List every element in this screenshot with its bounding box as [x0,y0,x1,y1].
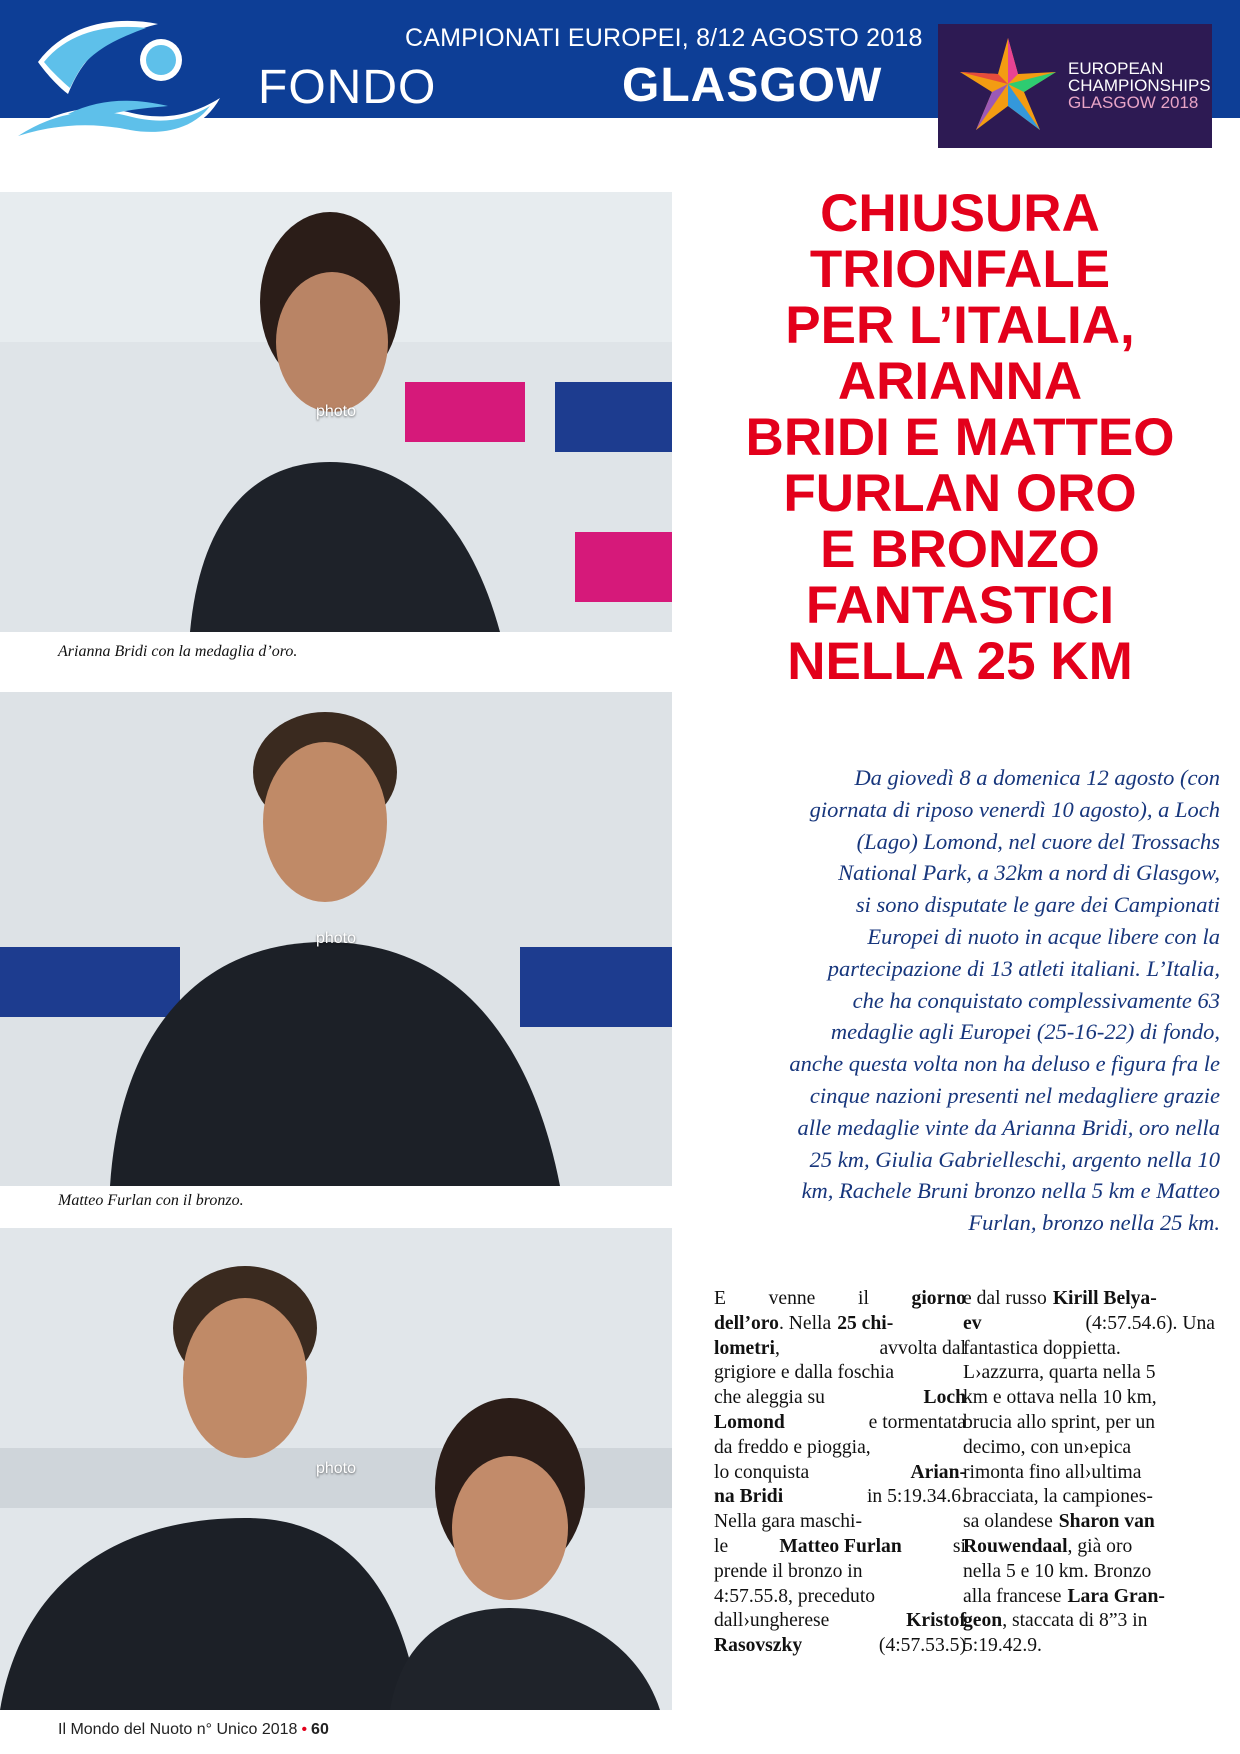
body-bold: na Bridi [714,1486,784,1508]
body-line [714,1560,966,1585]
body-bold: Loch [923,1387,966,1409]
body-word: decimo, con un›epica [963,1436,1132,1458]
body-word: venne [768,1288,816,1309]
section-title: FONDO [258,61,437,114]
body-word: sa olandese [963,1511,1053,1533]
body-bold: Arian- [910,1461,966,1483]
body-line [963,1485,1215,1510]
intro-line: alle medaglie vinte da Arianna Bridi, oro nella [797,1114,1220,1140]
body-line [714,1461,966,1486]
body-word: 5:19.42.9. [963,1635,1042,1657]
intro-line: 25 km, Giulia Gabrielleschi, argento nella 10 [809,1146,1220,1172]
body-word: , già oro [1067,1535,1133,1557]
photo2-caption: Matteo Furlan con il bronzo. [58,1192,244,1209]
body-line [963,1337,1215,1362]
body-word: avvolta dal [879,1337,966,1359]
body-word: le [714,1535,729,1557]
body-word: L›azzurra, quarta nella 5 [963,1362,1156,1384]
body-line [714,1634,966,1659]
body-bold: Lomond [714,1411,785,1433]
photo-bridi-furlan [0,1228,672,1710]
intro-line: si sono disputate le gare dei Campionati [855,892,1220,918]
body-word: lo conquista [714,1461,810,1483]
body-line [714,1609,966,1634]
body-line [963,1361,1215,1386]
headline-line: ARIANNA [837,352,1083,411]
intro-line: che ha conquistato complessivamente 63 [852,987,1220,1013]
body-line [963,1312,1215,1337]
ec-line3: GLASGOW 2018 [1068,93,1199,112]
body-word: Nella gara maschi- [714,1511,862,1533]
body-line [963,1287,1215,1312]
body-word: E [714,1288,726,1309]
intro-line: Furlan, bronzo nella 25 km. [968,1210,1220,1236]
body-line [714,1585,966,1610]
body-line [963,1461,1215,1486]
body-column-2 [963,1287,1215,1659]
ec-star-icon [948,32,1068,142]
event-line: CAMPIONATI EUROPEI, 8/12 AGOSTO 2018 [405,24,923,52]
body-bold: ev [963,1312,982,1334]
photo1-caption: Arianna Bridi con la medaglia d’oro. [58,643,298,660]
european-championships-logo [938,24,1212,148]
headline-line: NELLA 25 KM [787,632,1133,691]
body-word: 4:57.55.8, preceduto [714,1585,876,1607]
city-title: GLASGOW [622,59,883,112]
body-word: . Nella [778,1312,832,1334]
body-line [963,1386,1215,1411]
body-bold: Matteo Furlan [779,1535,902,1557]
body-word: grigiore e dalla foschia [714,1362,895,1384]
body-word: (4:57.54.6). Una [1085,1312,1215,1334]
body-line [714,1436,966,1461]
body-word: da freddo e pioggia, [714,1436,871,1458]
body-bold: Lara Gran- [1067,1585,1165,1607]
body-line [714,1411,966,1436]
body-bold: giorno [911,1288,966,1309]
intro-line: medaglie agli Europei (25-16-22) di fondo, [830,1019,1220,1045]
headline-line: TRIONFALE [809,240,1111,299]
body-column-1 [714,1287,966,1659]
body-word: , [774,1337,780,1359]
body-bold: geon [963,1610,1003,1632]
body-line [963,1510,1215,1535]
body-word: e dal russo [963,1288,1047,1309]
intro-line: anche questa volta non ha deluso e figura fra le [789,1051,1220,1077]
publication-name: Il Mondo del Nuoto n° Unico 2018 [58,1721,298,1738]
body-line [714,1485,966,1510]
body-bold: Sharon van [1058,1511,1155,1533]
body-word: in 5:19.34.6. [866,1486,966,1508]
body-line [714,1535,966,1560]
body-word: brucia allo sprint, per un [963,1411,1156,1433]
body-word: rimonta fino all›ultima [963,1461,1142,1483]
photo1-placeholder: photo [315,403,357,420]
footer-separator: • [301,1721,308,1738]
body-word: (4:57.53.5) [878,1635,966,1657]
body-line [963,1609,1215,1634]
body-word: il [858,1288,869,1309]
intro-line: partecipazione di 13 atleti italiani. L’Italia, [827,955,1220,981]
intro-line: National Park, a 32km a nord di Glasgow, [838,860,1220,886]
body-line [714,1510,966,1535]
body-bold: Kirill Belya- [1052,1288,1157,1309]
ec-line2: CHAMPIONSHIPS [1068,76,1211,95]
headline-line: FURLAN ORO [783,464,1137,523]
ec-line1: EUROPEAN [1068,59,1164,78]
body-word: nella 5 e 10 km. Bronzo [963,1560,1152,1582]
intro-line: km, Rachele Bruni bronzo nella 5 km e Matteo [801,1178,1220,1204]
body-line [963,1560,1215,1585]
body-line [714,1312,966,1337]
headline-line: FANTASTICI [805,576,1115,635]
photo-arianna-bridi [0,192,672,632]
body-line [714,1287,966,1312]
swimmer-logo-icon [8,2,236,160]
headline-line: CHIUSURA [820,184,1100,243]
headline-line: E BRONZO [820,520,1100,579]
body-line [963,1436,1215,1461]
body-word: e tormentata [868,1411,966,1433]
body-word: alla francese [963,1585,1062,1607]
body-bold: Rouwendaal [963,1535,1068,1557]
headline [700,186,1220,690]
body-line [963,1535,1215,1560]
body-word: bracciata, la campiones- [963,1486,1153,1508]
headline-line: PER L’ITALIA, [785,296,1135,355]
body-word: che aleggia su [714,1387,825,1409]
photo2-placeholder: photo [315,930,357,947]
intro-paragraph [700,762,1220,1239]
body-word: dall›ungherese [714,1610,830,1632]
body-line [714,1337,966,1362]
intro-line: Da giovedì 8 a domenica 12 agosto (con [854,765,1220,790]
intro-line: Europei di nuoto in acque libere con la [867,923,1220,949]
body-word: si [952,1535,966,1557]
body-line [963,1411,1215,1436]
body-bold: 25 chi- [837,1312,894,1334]
body-word: km e ottava nella 10 km, [963,1387,1157,1409]
body-word: , staccata di 8”3 in [1002,1610,1148,1632]
intro-line: giornata di riposo venerdì 10 agosto), a Loch [809,796,1220,822]
body-line [714,1386,966,1411]
body-word: prende il bronzo in [714,1560,863,1582]
headline-line: BRIDI E MATTEO [745,408,1175,467]
body-bold: Kristof [906,1610,966,1632]
body-bold: lometri [714,1337,775,1359]
body-line [714,1361,966,1386]
body-line [963,1634,1215,1659]
intro-line: (Lago) Lomond, nel cuore del Trossachs [856,828,1220,854]
page-footer [58,1721,329,1739]
photo-matteo-furlan [0,692,672,1186]
intro-line: cinque nazioni presenti nel medagliere grazie [809,1082,1220,1108]
body-bold: dell’oro [714,1312,779,1334]
body-line [963,1585,1215,1610]
body-bold: Rasovszky [714,1635,803,1657]
page-number: 60 [311,1721,329,1738]
body-word: fantastica doppietta. [963,1337,1121,1359]
photo3-placeholder: photo [315,1460,357,1477]
